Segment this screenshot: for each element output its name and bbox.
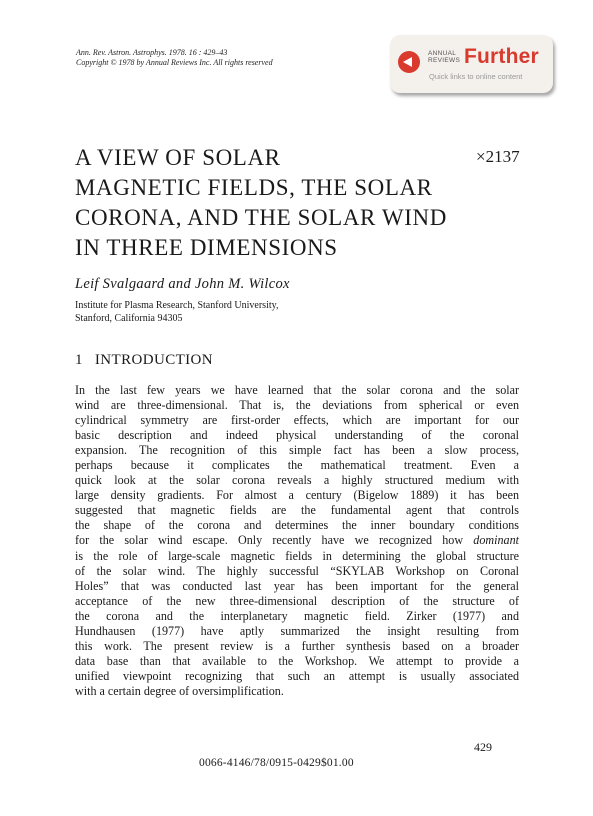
body-line: In the last few years we have learned that the solar corona and the solar [75, 383, 519, 397]
emphasis-word: dominant [473, 533, 519, 548]
title-line: IN THREE DIMENSIONS [75, 235, 338, 260]
affiliation [75, 299, 278, 325]
title-line: MAGNETIC FIELDS, THE SOLAR [75, 175, 433, 200]
body-line: the corona and the interplanetary magnetic field. Zirker (1977) and [75, 608, 519, 623]
section-heading [75, 352, 213, 369]
article-title [75, 143, 447, 263]
body-line: Holes” that was conducted last year has been important for the general [75, 578, 519, 593]
body-line: Hundhausen (1977) have aptly summarized the insight resulting from [75, 623, 519, 638]
journal-citation [76, 48, 273, 68]
body-line: is the role of large-scale magnetic fields in determining the global structure [75, 548, 519, 563]
journal-citation-line-2: Copyright © 1978 by Annual Reviews Inc. All rights reserved [76, 58, 273, 67]
section-title: INTRODUCTION [94, 352, 214, 368]
annual-reviews-logo-icon [398, 51, 420, 73]
body-line: acceptance of the new three-dimensional description of the structure of [75, 593, 519, 608]
body-line: of the solar wind. The highly successful “SKYLAB Workshop on Coronal [75, 563, 519, 578]
body-line: this work. The present review is a further synthesis based on a broader [75, 638, 519, 653]
section-number: 1 [75, 352, 83, 368]
affiliation-line: Stanford, California 94305 [75, 313, 183, 324]
body-line: basic description and indeed physical understanding of the coronal [75, 428, 519, 443]
body-line: quick look at the solar corona reveals a highly structured medium with [75, 473, 519, 488]
further-badge[interactable] [390, 35, 553, 93]
title-line: CORONA, AND THE SOLAR WIND [75, 205, 447, 230]
body-line: wind are three-dimensional. That is, the deviations from spherical or even [75, 398, 519, 413]
body-line: the shape of the corona and determines the inner boundary conditions [75, 518, 519, 533]
annual-reviews-label: ANNUAL REVIEWS [428, 50, 461, 64]
body-line: suggested that magnetic fields are the fundamental agent that controls [75, 503, 519, 518]
journal-citation-line-1: Ann. Rev. Astron. Astrophys. 1978. 16 : 429–43 [76, 48, 228, 57]
affiliation-line: Institute for Plasma Research, Stanford University, [75, 300, 279, 311]
body-line: cylindrical symmetry are first-order effects, which are important for our [75, 413, 519, 428]
article-code: 0066-4146/78/0915-0429$01.00 [199, 757, 354, 769]
further-word: Further [464, 45, 539, 68]
title-line: A VIEW OF SOLAR [75, 145, 281, 170]
page-number: 429 [474, 740, 492, 754]
reference-number: ×2137 [476, 147, 520, 166]
body-text [75, 383, 519, 699]
body-line-with-emphasis: for the solar wind escape. Only recently have we recognized how dominant [75, 533, 519, 548]
body-line: expansion. The recognition of this simple fact has been a slow process, [75, 443, 519, 458]
authors: Leif Svalgaard and John M. Wilcox [75, 276, 290, 292]
body-line: large density gradients. For almost a century (Bigelow 1889) it has been [75, 488, 519, 503]
body-line: data base than that available to the Workshop. We attempt to provide a [75, 653, 519, 668]
further-tagline: Quick links to online content [429, 72, 523, 81]
body-line: perhaps because it complicates the mathematical treatment. Even a [75, 458, 519, 473]
body-line: with a certain degree of oversimplification. [75, 683, 284, 698]
body-line: unified viewpoint recognizing that such an attempt is usually associated [75, 668, 519, 683]
